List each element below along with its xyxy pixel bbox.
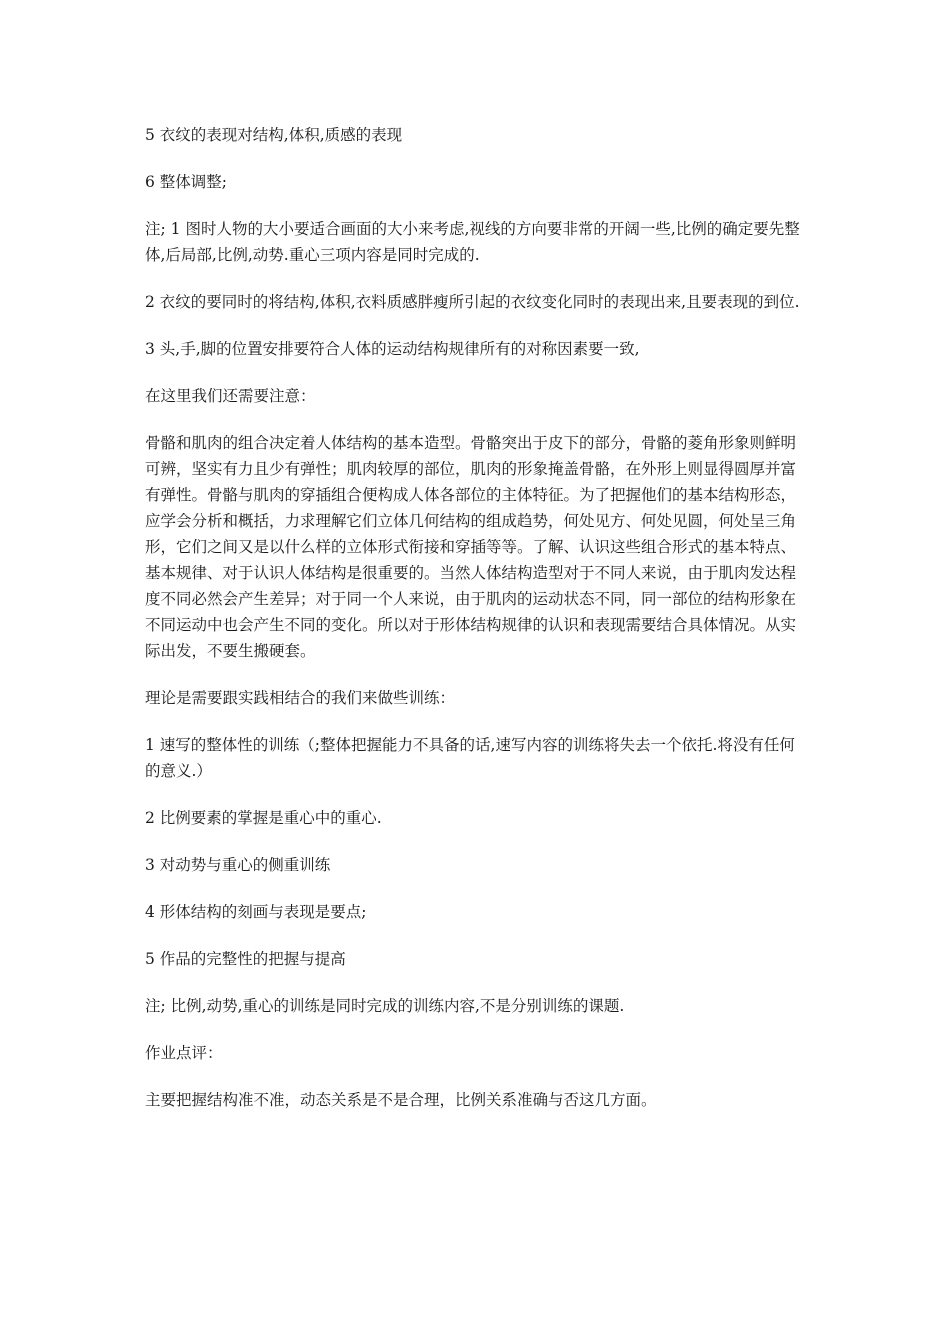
paragraph-bones-muscles: 骨骼和肌肉的组合决定着人体结构的基本造型。骨骼突出于皮下的部分，骨骼的菱角形象则鲜明可辨，坚实有力且少有弹性；肌肉较厚的部位，肌肉的形象掩盖骨骼，在外形上则显得圆厚并富有弹性。骨骼与肌肉的穿插组合便构成人体各部位的主体特征。为了把握他们的基本结构形态，应学会分析和概括，力求理解它们立体几何结构的组成趋势，何处见方、何处见圆，何处呈三角形，它们之间又是以什么样的立体形式衔接和穿插等等。了解、认识这些组合形式的基本特点、基本规律、对于认识人体结构是很重要的。当然人体结构造型对于不同人来说，由于肌肉发达程度不同必然会产生差异；对于同一个人来说，由于肌肉的运动状态不同，同一部位的结构形象在不同运动中也会产生不同的变化。所以对于形体结构规律的认识和表现需要结合具体情况。从实际出发，不要生搬硬套。	[145, 434, 797, 660]
paragraph-training-1: 1 速写的整体性的训练（;整体把握能力不具备的话,速写内容的训练将失去一个依托.将没有任何的意义.）	[145, 736, 795, 780]
paragraph-homework-criteria: 主要把握结构准不准，动态关系是不是合理，比例关系准确与否这几方面。	[145, 1091, 657, 1109]
paragraph-training-2: 2 比例要素的掌握是重心中的重心.	[145, 809, 382, 827]
paragraph-training-3: 3 对动势与重心的侧重训练	[145, 856, 331, 874]
paragraph-training-note: 注; 比例,动势,重心的训练是同时完成的训练内容,不是分别训练的课题.	[145, 997, 625, 1015]
paragraph-homework-heading: 作业点评：	[145, 1044, 223, 1062]
paragraph-training-intro: 理论是需要跟实践相结合的我们来做些训练：	[145, 689, 456, 707]
paragraph-training-4: 4 形体结构的刻画与表现是要点;	[145, 903, 367, 921]
paragraph-note-1: 注; 1 图时人物的大小要适合画面的大小来考虑,视线的方向要非常的开阔一些,比例的确定要先整体,后局部,比例,动势.重心三项内容是同时完成的.	[145, 220, 800, 264]
paragraph-clothing-folds: 5 衣纹的表现对结构,体积,质感的表现	[145, 126, 403, 144]
paragraph-attention-heading: 在这里我们还需要注意：	[145, 387, 316, 405]
paragraph-note-3: 3 头,手,脚的位置安排要符合人体的运动结构规律所有的对称因素要一致,	[145, 340, 640, 358]
document-body	[145, 122, 810, 1134]
paragraph-training-5: 5 作品的完整性的把握与提高	[145, 950, 346, 968]
paragraph-note-2: 2 衣纹的要同时的将结构,体积,衣料质感胖瘦所引起的衣纹变化同时的表现出来,且要表现的到位.	[145, 293, 800, 311]
paragraph-overall-adjustment: 6 整体调整;	[145, 173, 228, 191]
